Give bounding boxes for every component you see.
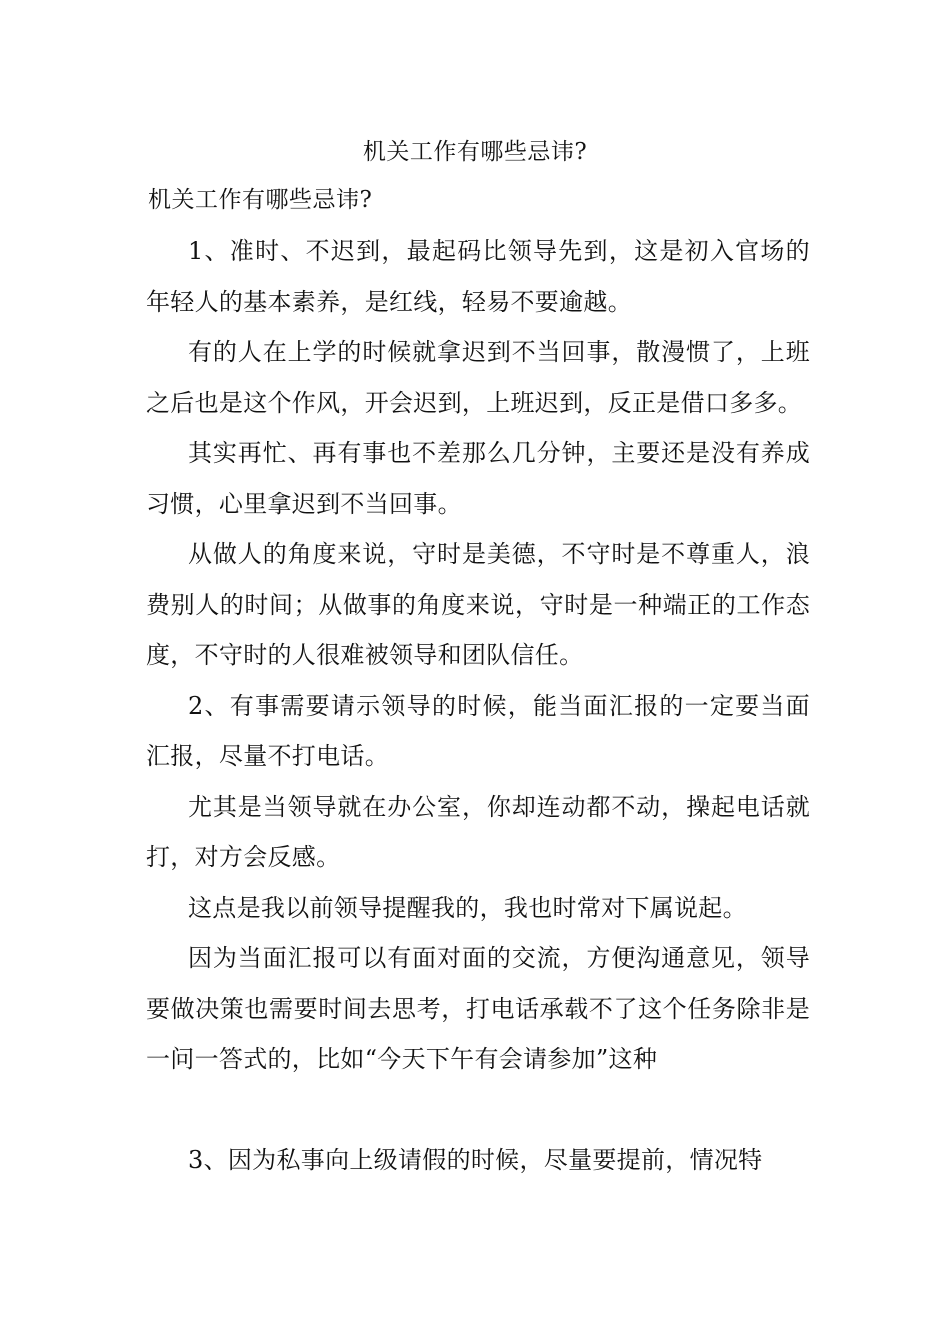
document-title: 机关工作有哪些忌讳? xyxy=(362,139,588,165)
paragraph-2: 有的人在上学的时候就拿迟到不当回事，散漫惯了，上班之后也是这个作风，开会迟到，上班迟到，反正是借口多多。 xyxy=(146,338,810,417)
document-subtitle: 机关工作有哪些忌讳? xyxy=(148,187,373,213)
paragraph-6: 尤其是当领导就在办公室，你却连动都不动，操起电话就打，对方会反感。 xyxy=(146,792,810,871)
paragraph-1: 1、准时、不迟到，最起码比领导先到，这是初入官场的年轻人的基本素养，是红线，轻易不要逾越。 xyxy=(146,237,810,316)
document-body xyxy=(146,226,810,1185)
paragraph-9: 3、因为私事向上级请假的时候，尽量要提前，情况特 xyxy=(188,1145,763,1174)
paragraph-7: 这点是我以前领导提醒我的，我也时常对下属说起。 xyxy=(188,893,747,922)
paragraph-4: 从做人的角度来说，守时是美德，不守时是不尊重人，浪费别人的时间；从做事的角度来说，守时是一种端正的工作态度，不守时的人很难被领导和团队信任。 xyxy=(146,540,810,669)
paragraph-8: 因为当面汇报可以有面对面的交流，方便沟通意见，领导要做决策也需要时间去思考，打电话承载不了这个任务除非是一问一答式的，比如“今天下午有会请参加”这种 xyxy=(146,944,810,1073)
paragraph-5: 2、有事需要请示领导的时候，能当面汇报的一定要当面汇报，尽量不打电话。 xyxy=(146,691,810,770)
paragraph-3: 其实再忙、再有事也不差那么几分钟，主要还是没有养成习惯，心里拿迟到不当回事。 xyxy=(146,439,810,518)
